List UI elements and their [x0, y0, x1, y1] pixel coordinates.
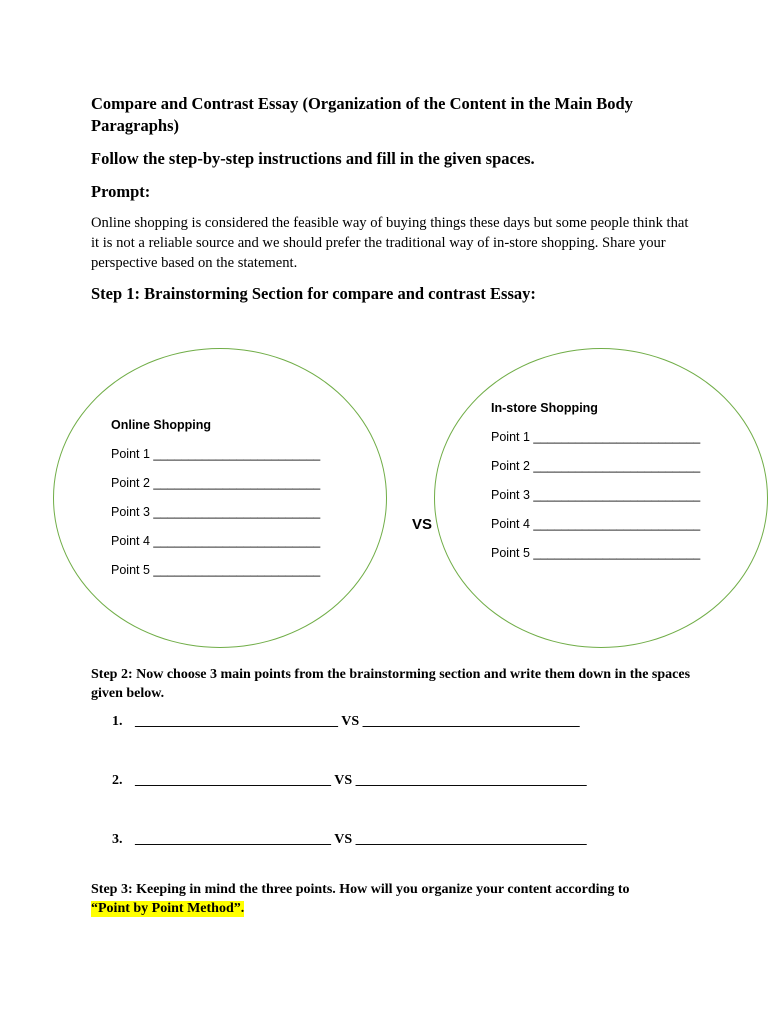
instructions-heading: Follow the step-by-step instructions and fill in the given spaces.	[91, 149, 535, 168]
online-point-2[interactable]: Point 2 ________________________	[111, 476, 321, 490]
online-point-1[interactable]: Point 1 ________________________	[111, 447, 321, 461]
step2-heading: Step 2: Now choose 3 main points from the brainstorming section and write them down in the spaces given below.	[91, 667, 691, 701]
prompt-heading: Prompt:	[91, 182, 151, 201]
instore-point-3[interactable]: Point 3 ________________________	[491, 488, 701, 502]
step2-row-2-number: 2.	[112, 773, 123, 788]
instore-point-2[interactable]: Point 2 ________________________	[491, 459, 701, 473]
prompt-body: Online shopping is considered the feasible way of buying things these days but some people think that it is not a reliable source and we should prefer the traditional way of in-store shopping. Share your perspective based on the statement.	[91, 215, 689, 271]
step3-text: Step 3: Keeping in mind the three points. How will you organize your content according to	[91, 882, 630, 897]
step2-row-1-number: 1.	[112, 714, 123, 729]
instore-shopping-title: In-store Shopping	[491, 401, 598, 415]
instore-point-4[interactable]: Point 4 ________________________	[491, 517, 701, 531]
step1-heading: Step 1: Brainstorming Section for compare and contrast Essay:	[91, 284, 536, 303]
step2-row-3-number: 3.	[112, 832, 123, 847]
step3-highlight: “Point by Point Method”.	[91, 901, 245, 916]
instore-point-1[interactable]: Point 1 ________________________	[491, 430, 701, 444]
instore-point-5[interactable]: Point 5 ________________________	[491, 546, 701, 560]
step2-row-2-blank[interactable]: ____________________________ VS _________________________________	[135, 773, 587, 788]
document-title: Compare and Contrast Essay (Organization of the Content in the Main Body Paragraphs)	[91, 94, 633, 135]
online-shopping-title: Online Shopping	[111, 418, 211, 432]
online-shopping-circle	[53, 348, 387, 648]
step2-row-1-blank[interactable]: _____________________________ VS _______________________________	[135, 714, 580, 729]
vs-label: VS	[412, 516, 433, 533]
step2-row-3-blank[interactable]: ____________________________ VS _________________________________	[135, 832, 587, 847]
online-point-5[interactable]: Point 5 ________________________	[111, 563, 321, 577]
online-point-4[interactable]: Point 4 ________________________	[111, 534, 321, 548]
online-point-3[interactable]: Point 3 ________________________	[111, 505, 321, 519]
